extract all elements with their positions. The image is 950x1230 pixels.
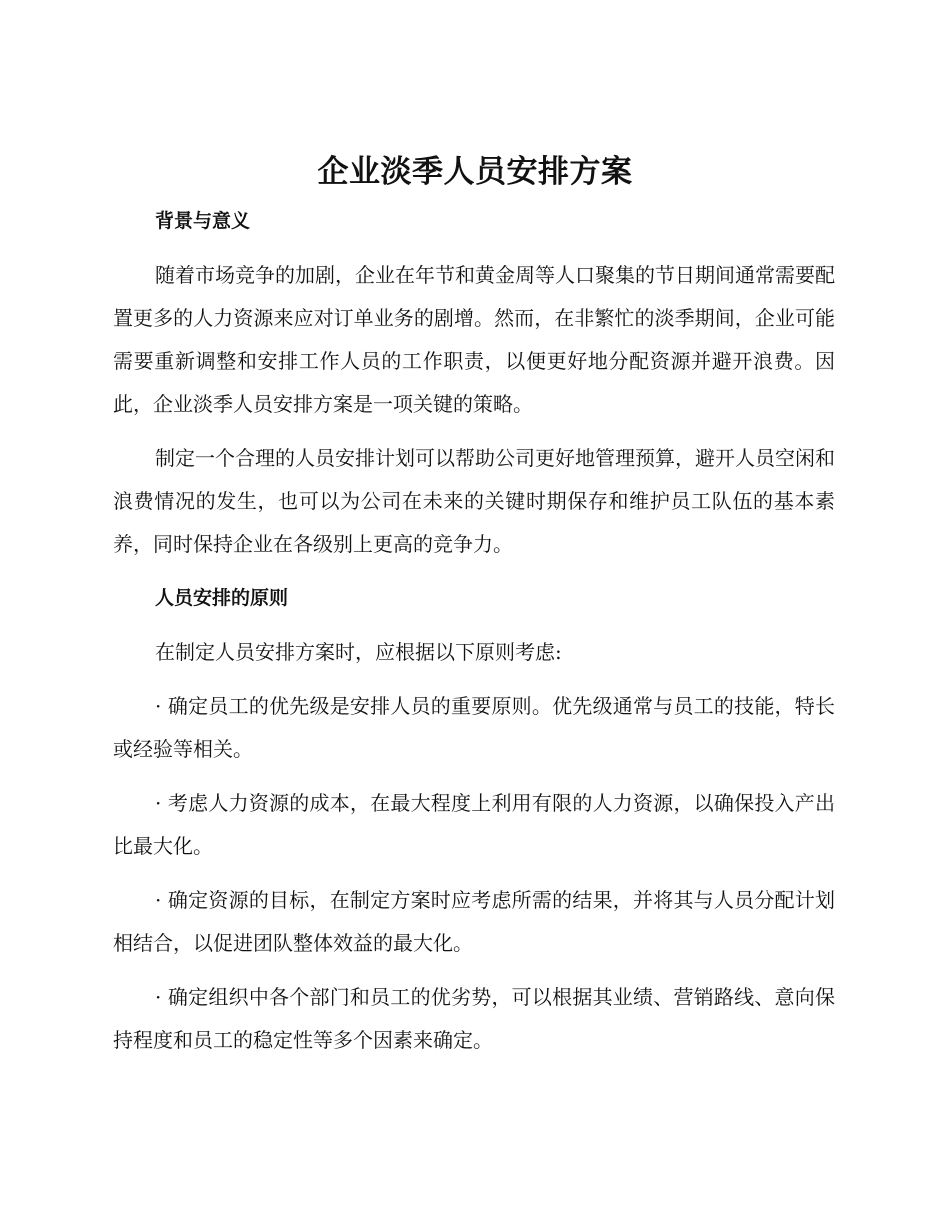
document-body — [113, 200, 835, 1062]
paragraph-principles-intro: 在制定人员安排方案时，应根据以下原则考虑: — [155, 640, 562, 664]
section-heading-principles: 人员安排的原则 — [155, 587, 289, 609]
paragraph-background-2: 制定一个合理的人员安排计划可以帮助公司更好地管理预算，避开人员空闲和浪费情况的发生，也可以为公司在未来的关键时期保存和维护员工队伍的基本素养，同时保持企业在各级别上更高的竞争力。 — [113, 446, 835, 556]
document-title: 企业淡季人员安排方案 — [317, 154, 633, 190]
section-heading-background: 背景与意义 — [155, 210, 251, 232]
bullet-item-3: · 确定资源的目标，在制定方案时应考虑所需的结果，并将其与人员分配计划相结合，以促进团队整体效益的最大化。 — [113, 888, 835, 955]
bullet-item-4: · 确定组织中各个部门和员工的优劣势，可以根据其业绩、营销路线、意向保持程度和员工的稳定性等多个因素来确定。 — [113, 985, 835, 1052]
paragraph-background-1: 随着市场竞争的加剧，企业在年节和黄金周等人口聚集的节日期间通常需要配置更多的人力资源来应对订单业务的剧增。然而，在非繁忙的淡季期间，企业可能需要重新调整和安排工作人员的工作职责，以便更好地分配资源并避开浪费。因此，企业淡季人员安排方案是一项关键的策略。 — [113, 263, 835, 416]
bullet-item-2: · 考虑人力资源的成本，在最大程度上利用有限的人力资源，以确保投入产出比最大化。 — [113, 791, 835, 858]
bullet-item-1: · 确定员工的优先级是安排人员的重要原则。优先级通常与员工的技能，特长或经验等相关。 — [113, 694, 835, 761]
